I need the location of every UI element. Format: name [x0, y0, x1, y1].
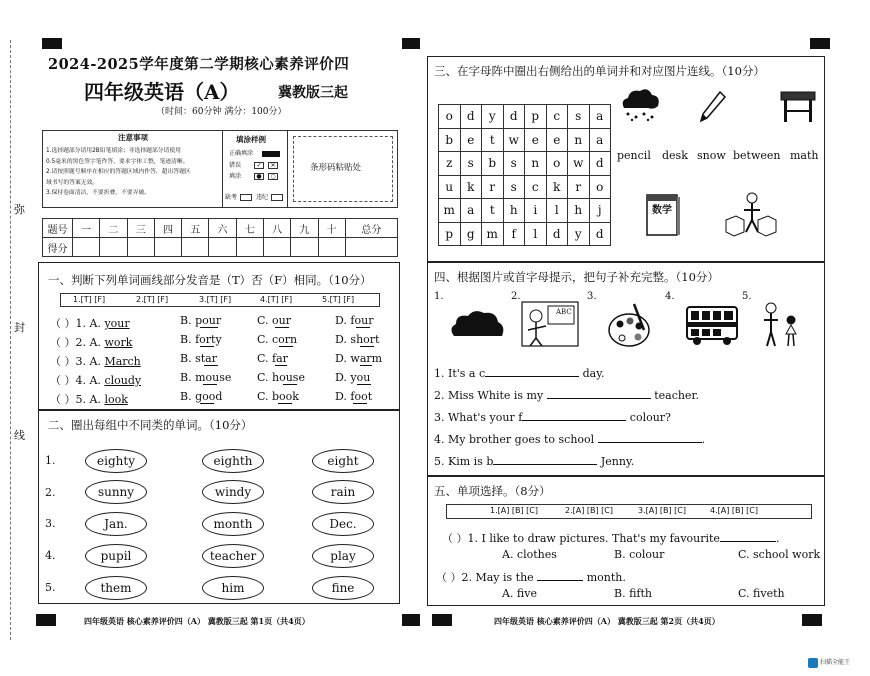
- s5-answer-box[interactable]: 1.[A] [B] [C]: [490, 506, 538, 515]
- underline-mark: [200, 346, 214, 347]
- grid-cell[interactable]: j: [589, 199, 611, 223]
- margin-char-3: 线: [14, 429, 25, 442]
- answer-blank[interactable]: [537, 580, 583, 581]
- word-oval[interactable]: pupil: [85, 544, 147, 568]
- option-d: D. warm: [335, 352, 383, 365]
- score-row-label: 得分: [43, 238, 73, 257]
- s5-option: B. fifth: [614, 587, 652, 600]
- word-oval[interactable]: sunny: [85, 480, 147, 504]
- grid-cell[interactable]: k: [546, 175, 568, 199]
- binding-line: [10, 40, 11, 640]
- margin-char-1: 弥: [14, 203, 25, 216]
- fill-wrong-mark: ●: [254, 173, 264, 180]
- grid-cell[interactable]: h: [503, 199, 525, 223]
- word-oval[interactable]: him: [202, 576, 264, 600]
- notice-text: 1.选择题部分请用2B铅笔填涂；非选择题部分请使用 0.5毫米的黑色签字笔作答，要求字体工整，笔迹清晰。 2.请按照题号顺序在相应的答题区域内作答，超出答题区 域书写的答案无效。 3.保持卷面清洁，不要折叠，不要弄破。: [46, 148, 191, 196]
- answer-blank[interactable]: [522, 420, 626, 421]
- s4-sentence-2: 2. Miss White is my teacher.: [434, 389, 699, 402]
- option-d: D. four: [335, 314, 374, 327]
- underline-mark: [278, 403, 292, 404]
- word-oval[interactable]: eighty: [85, 449, 147, 473]
- underline-mark: [283, 384, 297, 385]
- row-number: 1.: [45, 454, 56, 467]
- scanner-logo-text: 扫描全能王: [820, 659, 851, 666]
- word-oval[interactable]: rain: [312, 480, 374, 504]
- grid-cell[interactable]: g: [460, 222, 482, 246]
- underline-mark: [203, 384, 217, 385]
- grid-cell[interactable]: d: [589, 222, 611, 246]
- row-number: 5.: [45, 581, 56, 594]
- board-text: ABC: [556, 308, 572, 316]
- s1-answer-box[interactable]: 5.[T] [F]: [322, 295, 355, 304]
- score-cell[interactable]: [154, 238, 181, 257]
- grid-cell[interactable]: n: [525, 152, 547, 176]
- subject-title: 四年级英语（A）: [84, 80, 240, 104]
- score-header: 总分: [345, 219, 397, 238]
- underline-mark: [275, 327, 289, 328]
- grid-cell[interactable]: t: [482, 128, 504, 152]
- missing-label: 缺考: [225, 194, 238, 201]
- grid-cell[interactable]: y: [568, 222, 590, 246]
- underline-mark: [360, 365, 372, 366]
- grid-cell[interactable]: s: [460, 152, 482, 176]
- grid-cell[interactable]: d: [460, 105, 482, 129]
- pic-number: 1.: [434, 291, 444, 302]
- s5-option: A. five: [502, 587, 537, 600]
- option-b: B. pour: [180, 314, 222, 327]
- row-number: 3.: [45, 517, 56, 530]
- option-c: C. far: [257, 352, 288, 365]
- grid-cell[interactable]: i: [525, 199, 547, 223]
- math-book-label: 数学: [652, 205, 672, 216]
- score-cell[interactable]: [182, 238, 209, 257]
- s4-sentence-1: 1. It's a c day.: [434, 367, 605, 380]
- s5-option: C. fiveth: [738, 587, 785, 600]
- word-pencil: pencil: [617, 149, 651, 162]
- word-snow: snow: [697, 149, 726, 162]
- question-number: （ ）3. A.: [50, 355, 101, 368]
- question-number: （ ）1. A.: [50, 317, 101, 330]
- grid-cell[interactable]: d: [546, 222, 568, 246]
- score-cell[interactable]: [127, 238, 154, 257]
- fill-wrong: 错误: [229, 162, 242, 169]
- word-oval[interactable]: eight: [312, 449, 374, 473]
- s4-sentence-3: 3. What's your f colour?: [434, 411, 671, 424]
- option-a: March: [104, 355, 141, 368]
- grid-cell[interactable]: b: [439, 128, 461, 152]
- score-cell[interactable]: [263, 238, 290, 257]
- grid-cell[interactable]: s: [503, 175, 525, 199]
- answer-blank[interactable]: [485, 376, 579, 377]
- cloud-icon: [448, 308, 506, 340]
- score-cell[interactable]: [236, 238, 263, 257]
- grid-cell[interactable]: d: [589, 152, 611, 176]
- fill-example-title: 填涂样例: [236, 135, 266, 144]
- section1-title: 一、判断下列单词画线部分发音是（T）否（F）相同。（10分）: [48, 273, 372, 287]
- s5-question-1: （ ）1. I like to draw pictures. That's my favourite .: [442, 532, 780, 545]
- option-c: C. house: [257, 371, 305, 384]
- grid-cell[interactable]: o: [546, 152, 568, 176]
- section2-box: [38, 410, 400, 604]
- s5-option: A. clothes: [502, 548, 557, 561]
- answer-blank[interactable]: [493, 464, 597, 465]
- score-table: [42, 218, 398, 257]
- option-d: D. you: [335, 371, 371, 384]
- violate-box[interactable]: [271, 194, 283, 201]
- s5-option: B. colour: [614, 548, 665, 561]
- score-cell[interactable]: [100, 238, 127, 257]
- score-header: 八: [263, 219, 290, 238]
- score-header: 五: [182, 219, 209, 238]
- grid-cell[interactable]: l: [525, 222, 547, 246]
- score-header: 六: [209, 219, 236, 238]
- grid-cell[interactable]: l: [546, 199, 568, 223]
- fill-wrong-mark: ✕: [268, 162, 278, 169]
- word-oval[interactable]: Jan.: [85, 512, 147, 536]
- pencil-icon: [698, 90, 728, 124]
- word-between: between: [733, 149, 781, 162]
- underline-mark: [360, 346, 374, 347]
- between-boxes-icon: [722, 190, 778, 240]
- corner-mark: [402, 38, 420, 49]
- grid-cell[interactable]: r: [568, 175, 590, 199]
- pic-number: 3.: [587, 291, 597, 302]
- fill-correct: 正确填涂: [229, 150, 254, 157]
- violate-label: 违纪: [256, 194, 269, 201]
- underline-mark: [200, 403, 214, 404]
- s1-answer-box[interactable]: 3.[T] [F]: [199, 295, 232, 304]
- s4-sentence-4: 4. My brother goes to school .: [434, 433, 706, 446]
- answer-blank[interactable]: [547, 398, 651, 399]
- word-oval[interactable]: month: [202, 512, 264, 536]
- section4-title: 四、根据图片或首字母提示，把句子补充完整。（10分）: [434, 270, 719, 284]
- word-oval[interactable]: teacher: [202, 544, 264, 568]
- s1-answer-box[interactable]: 1.[T] [F]: [73, 295, 106, 304]
- s5-answer-box[interactable]: 2.[A] [B] [C]: [565, 506, 613, 515]
- time-info: （时间：60分钟 满分：100分）: [156, 107, 287, 117]
- section3-title: 三、在字母阵中圈出右侧给出的单词并和对应图片连线。（10分）: [434, 64, 765, 78]
- grid-cell[interactable]: n: [568, 128, 590, 152]
- word-oval[interactable]: eighth: [202, 449, 264, 473]
- barcode-label: 条形码粘贴处: [310, 163, 362, 173]
- option-b: B. good: [180, 390, 223, 403]
- option-d: D. foot: [335, 390, 373, 403]
- word-desk: desk: [662, 149, 688, 162]
- footer-right: 四年级英语 核心素养评价四（A） 冀教版三起 第2页（共4页）: [494, 616, 720, 626]
- grid-cell[interactable]: a: [460, 199, 482, 223]
- s1-answer-box[interactable]: 2.[T] [F]: [136, 295, 169, 304]
- option-a: look: [104, 393, 128, 406]
- grid-cell[interactable]: b: [482, 152, 504, 176]
- underline-mark: [204, 365, 218, 366]
- question-number: （ ）4. A.: [50, 374, 101, 387]
- option-c: C. our: [257, 314, 291, 327]
- score-cell[interactable]: [73, 238, 100, 257]
- fill-correct-mark: [262, 151, 280, 157]
- s5-answer-box[interactable]: 4.[A] [B] [C]: [710, 506, 758, 515]
- option-a: your: [104, 317, 130, 330]
- answer-blank[interactable]: [720, 541, 776, 542]
- grid-cell[interactable]: c: [546, 105, 568, 129]
- underline-mark: [353, 403, 367, 404]
- grid-cell[interactable]: m: [482, 222, 504, 246]
- word-oval[interactable]: fine: [312, 576, 374, 600]
- score-cell[interactable]: [345, 238, 397, 257]
- desk-icon: [778, 88, 818, 124]
- corner-mark: [402, 614, 420, 626]
- option-b: B. forty: [180, 333, 222, 346]
- notice-divider: [222, 130, 223, 208]
- option-a: cloudy: [104, 374, 142, 387]
- word-oval[interactable]: Dec.: [312, 512, 374, 536]
- grid-cell[interactable]: m: [439, 199, 461, 223]
- section2-title: 二、圈出每组中不同类的单词。（10分）: [48, 418, 253, 432]
- underline-mark: [200, 327, 218, 328]
- grid-cell[interactable]: p: [439, 222, 461, 246]
- notice-divider: [287, 130, 288, 208]
- option-c: C. book: [257, 390, 299, 403]
- grid-cell[interactable]: d: [503, 105, 525, 129]
- underline-mark: [356, 327, 370, 328]
- grid-cell[interactable]: p: [525, 105, 547, 129]
- section5-title: 五、单项选择。（8分）: [434, 484, 551, 498]
- question-number: （ ）2. A.: [50, 336, 101, 349]
- option-b: B. star: [180, 352, 217, 365]
- grid-cell[interactable]: e: [525, 128, 547, 152]
- score-header: 九: [291, 219, 318, 238]
- grid-cell[interactable]: k: [460, 175, 482, 199]
- option-d: D. short: [335, 333, 380, 346]
- grid-cell[interactable]: r: [482, 175, 504, 199]
- fill-wrong-2: 填涂: [229, 173, 242, 180]
- corner-mark: [802, 614, 822, 626]
- s1-answer-box[interactable]: 4.[T] [F]: [260, 295, 293, 304]
- corner-mark: [42, 38, 62, 49]
- corner-mark: [36, 614, 56, 626]
- grid-cell[interactable]: t: [482, 199, 504, 223]
- scanner-logo-icon: [808, 658, 818, 668]
- grid-cell[interactable]: w: [503, 128, 525, 152]
- word-math: math: [790, 149, 819, 162]
- option-b: B. mouse: [180, 371, 232, 384]
- underline-mark: [357, 384, 371, 385]
- answer-blank[interactable]: [598, 442, 702, 443]
- snow-cloud-icon: [618, 86, 662, 122]
- row-number: 2.: [45, 486, 56, 499]
- score-header: 三: [127, 219, 154, 238]
- grid-cell[interactable]: a: [589, 128, 611, 152]
- grid-cell[interactable]: z: [439, 152, 461, 176]
- option-a: work: [104, 336, 133, 349]
- underline-mark: [275, 365, 287, 366]
- grid-cell[interactable]: o: [589, 175, 611, 199]
- word-oval[interactable]: windy: [202, 480, 264, 504]
- pic-number: 4.: [665, 291, 675, 302]
- score-header: 七: [236, 219, 263, 238]
- underline-mark: [279, 346, 293, 347]
- s5-option: C. school work: [738, 548, 821, 561]
- question-number: （ ）5. A.: [50, 393, 101, 406]
- fill-wrong-mark: ✓: [254, 162, 264, 169]
- word-oval[interactable]: them: [85, 576, 147, 600]
- grid-cell[interactable]: h: [568, 199, 590, 223]
- grid-cell[interactable]: o: [439, 105, 461, 129]
- corner-mark: [810, 38, 830, 49]
- grid-cell[interactable]: u: [439, 175, 461, 199]
- pic-number: 5.: [742, 291, 752, 302]
- notice-title: 注意事项: [118, 133, 148, 142]
- footer-left: 四年级英语 核心素养评价四（A） 冀教版三起 第1页（共4页）: [84, 616, 310, 626]
- score-cell[interactable]: [318, 238, 345, 257]
- missing-box[interactable]: [240, 194, 252, 201]
- word-oval[interactable]: play: [312, 544, 374, 568]
- margin-char-2: 封: [14, 321, 25, 334]
- grid-cell[interactable]: s: [503, 152, 525, 176]
- score-header: 十: [318, 219, 345, 238]
- grid-cell[interactable]: f: [503, 222, 525, 246]
- grid-cell[interactable]: e: [546, 128, 568, 152]
- option-c: C. corn: [257, 333, 298, 346]
- two-girls-icon: [758, 300, 804, 350]
- pic-number: 2.: [511, 291, 521, 302]
- exam-title: 2024-2025学年度第二学期核心素养评价四: [48, 56, 350, 73]
- grid-cell[interactable]: a: [589, 105, 611, 129]
- grid-cell[interactable]: y: [482, 105, 504, 129]
- s4-sentence-5: 5. Kim is b Jenny.: [434, 455, 635, 468]
- score-cell[interactable]: [291, 238, 318, 257]
- corner-mark: [432, 614, 452, 626]
- row-number: 4.: [45, 549, 56, 562]
- score-header: 题号: [43, 219, 73, 238]
- score-header: 一: [73, 219, 100, 238]
- s5-question-2: （ ）2. May is the month.: [436, 571, 626, 584]
- fill-wrong-mark: ○: [268, 173, 278, 180]
- edition: 冀教版三起: [278, 85, 348, 101]
- bus-icon: [684, 304, 740, 346]
- score-header: 四: [154, 219, 181, 238]
- grid-cell[interactable]: s: [568, 105, 590, 129]
- score-header: 二: [100, 219, 127, 238]
- score-cell[interactable]: [209, 238, 236, 257]
- grid-cell[interactable]: c: [525, 175, 547, 199]
- grid-cell[interactable]: e: [460, 128, 482, 152]
- palette-icon: [604, 300, 654, 350]
- s5-answer-box[interactable]: 3.[A] [B] [C]: [638, 506, 686, 515]
- grid-cell[interactable]: w: [568, 152, 590, 176]
- letter-grid: [438, 104, 611, 246]
